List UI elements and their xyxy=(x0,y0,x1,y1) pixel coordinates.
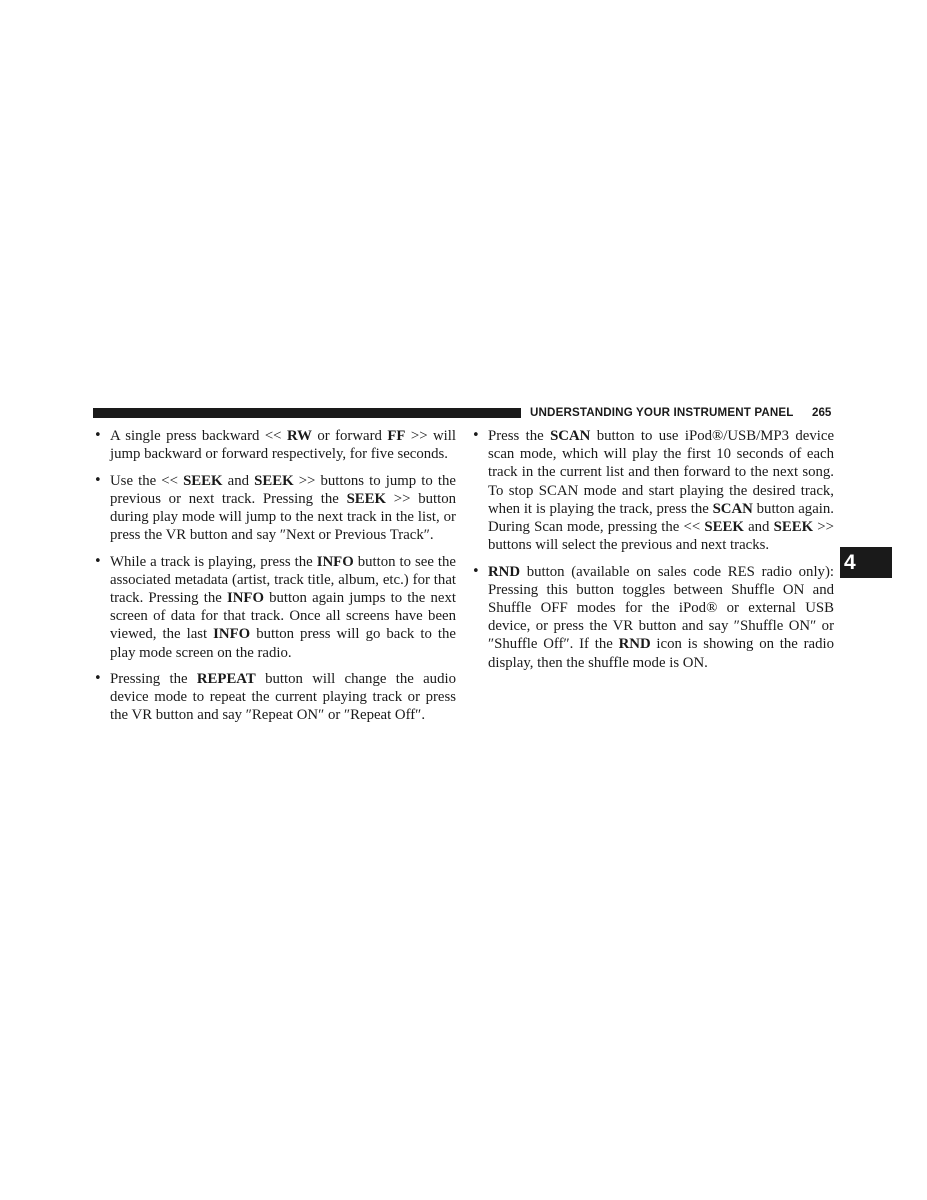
button-name: INFO xyxy=(213,626,251,643)
bullet-dot-icon: • xyxy=(472,563,480,579)
button-name: RND xyxy=(618,636,651,653)
bullet-item: • A single press backward << RW or forward FF >> will jump backward or forward respectively, for five seconds. xyxy=(94,428,456,463)
bullet-item: • RND button (available on sales code RES radio only): Pressing this button toggles between Shuffle ON and Shuffle OFF modes for the iPod® or external USB device, or press the VR button and say ″Shuffle ON″ or ″Shuffle Off″. If the RND icon is showing on the radio display, then the shuffle mode is ON. xyxy=(472,563,834,671)
button-name: RW xyxy=(286,428,312,444)
bullet-dot-icon: • xyxy=(94,472,102,488)
section-title: UNDERSTANDING YOUR INSTRUMENT PANEL xyxy=(530,406,794,419)
bullet-dot-icon: • xyxy=(94,428,102,443)
bullet-dot-icon: • xyxy=(472,428,480,443)
page-number: 265 xyxy=(812,406,832,419)
button-name: SCAN xyxy=(550,428,591,444)
bullet-item: • Use the << SEEK and SEEK >> buttons to jump to the previous or next track. Pressing the SEEK >> button during play mode will jump to the next track in the list, or press the VR button and say ″Next or Previous Track″. xyxy=(94,472,457,544)
right-column xyxy=(471,427,834,680)
bullet-item: • Press the SCAN button to use iPod®/USB/MP3 device scan mode, which will play the first 10 seconds of each track in the current list and then forward to the next song. To stop SCAN mode and start playing the desired track, when it is playing the track, press the SCAN button again. During Scan mode, pressing the << SEEK and SEEK >> buttons will select the previous and next tracks. xyxy=(472,428,835,554)
left-column xyxy=(93,427,456,733)
button-name: SEEK xyxy=(183,472,223,489)
button-name: SCAN xyxy=(712,500,753,517)
button-name: SEEK xyxy=(773,519,814,536)
bullet-item: • While a track is playing, press the INFO button to see the associated metadata (artist, track title, album, etc.) for that track. Pressing the INFO button again jumps to the next screen of data for that track. Once all screens have been viewed, the last INFO button press will go back to the play mode screen on the radio. xyxy=(94,553,456,661)
chapter-tab: 4 xyxy=(840,547,892,578)
button-name: REPEAT xyxy=(196,671,256,687)
button-name: FF xyxy=(387,428,406,444)
button-name: INFO xyxy=(316,553,354,570)
button-name: INFO xyxy=(226,590,264,606)
button-name: RND xyxy=(488,563,521,580)
bullet-item: • Pressing the REPEAT button will change the audio device mode to repeat the current playing track or press the VR button and say ″Repeat ON″ or ″Repeat Off″. xyxy=(94,671,456,724)
button-name: SEEK xyxy=(704,519,744,536)
bullet-dot-icon: • xyxy=(94,553,102,569)
bullet-dot-icon: • xyxy=(94,671,102,686)
header-rule xyxy=(93,408,521,418)
button-name: SEEK xyxy=(254,472,294,489)
button-name: SEEK xyxy=(346,490,387,507)
